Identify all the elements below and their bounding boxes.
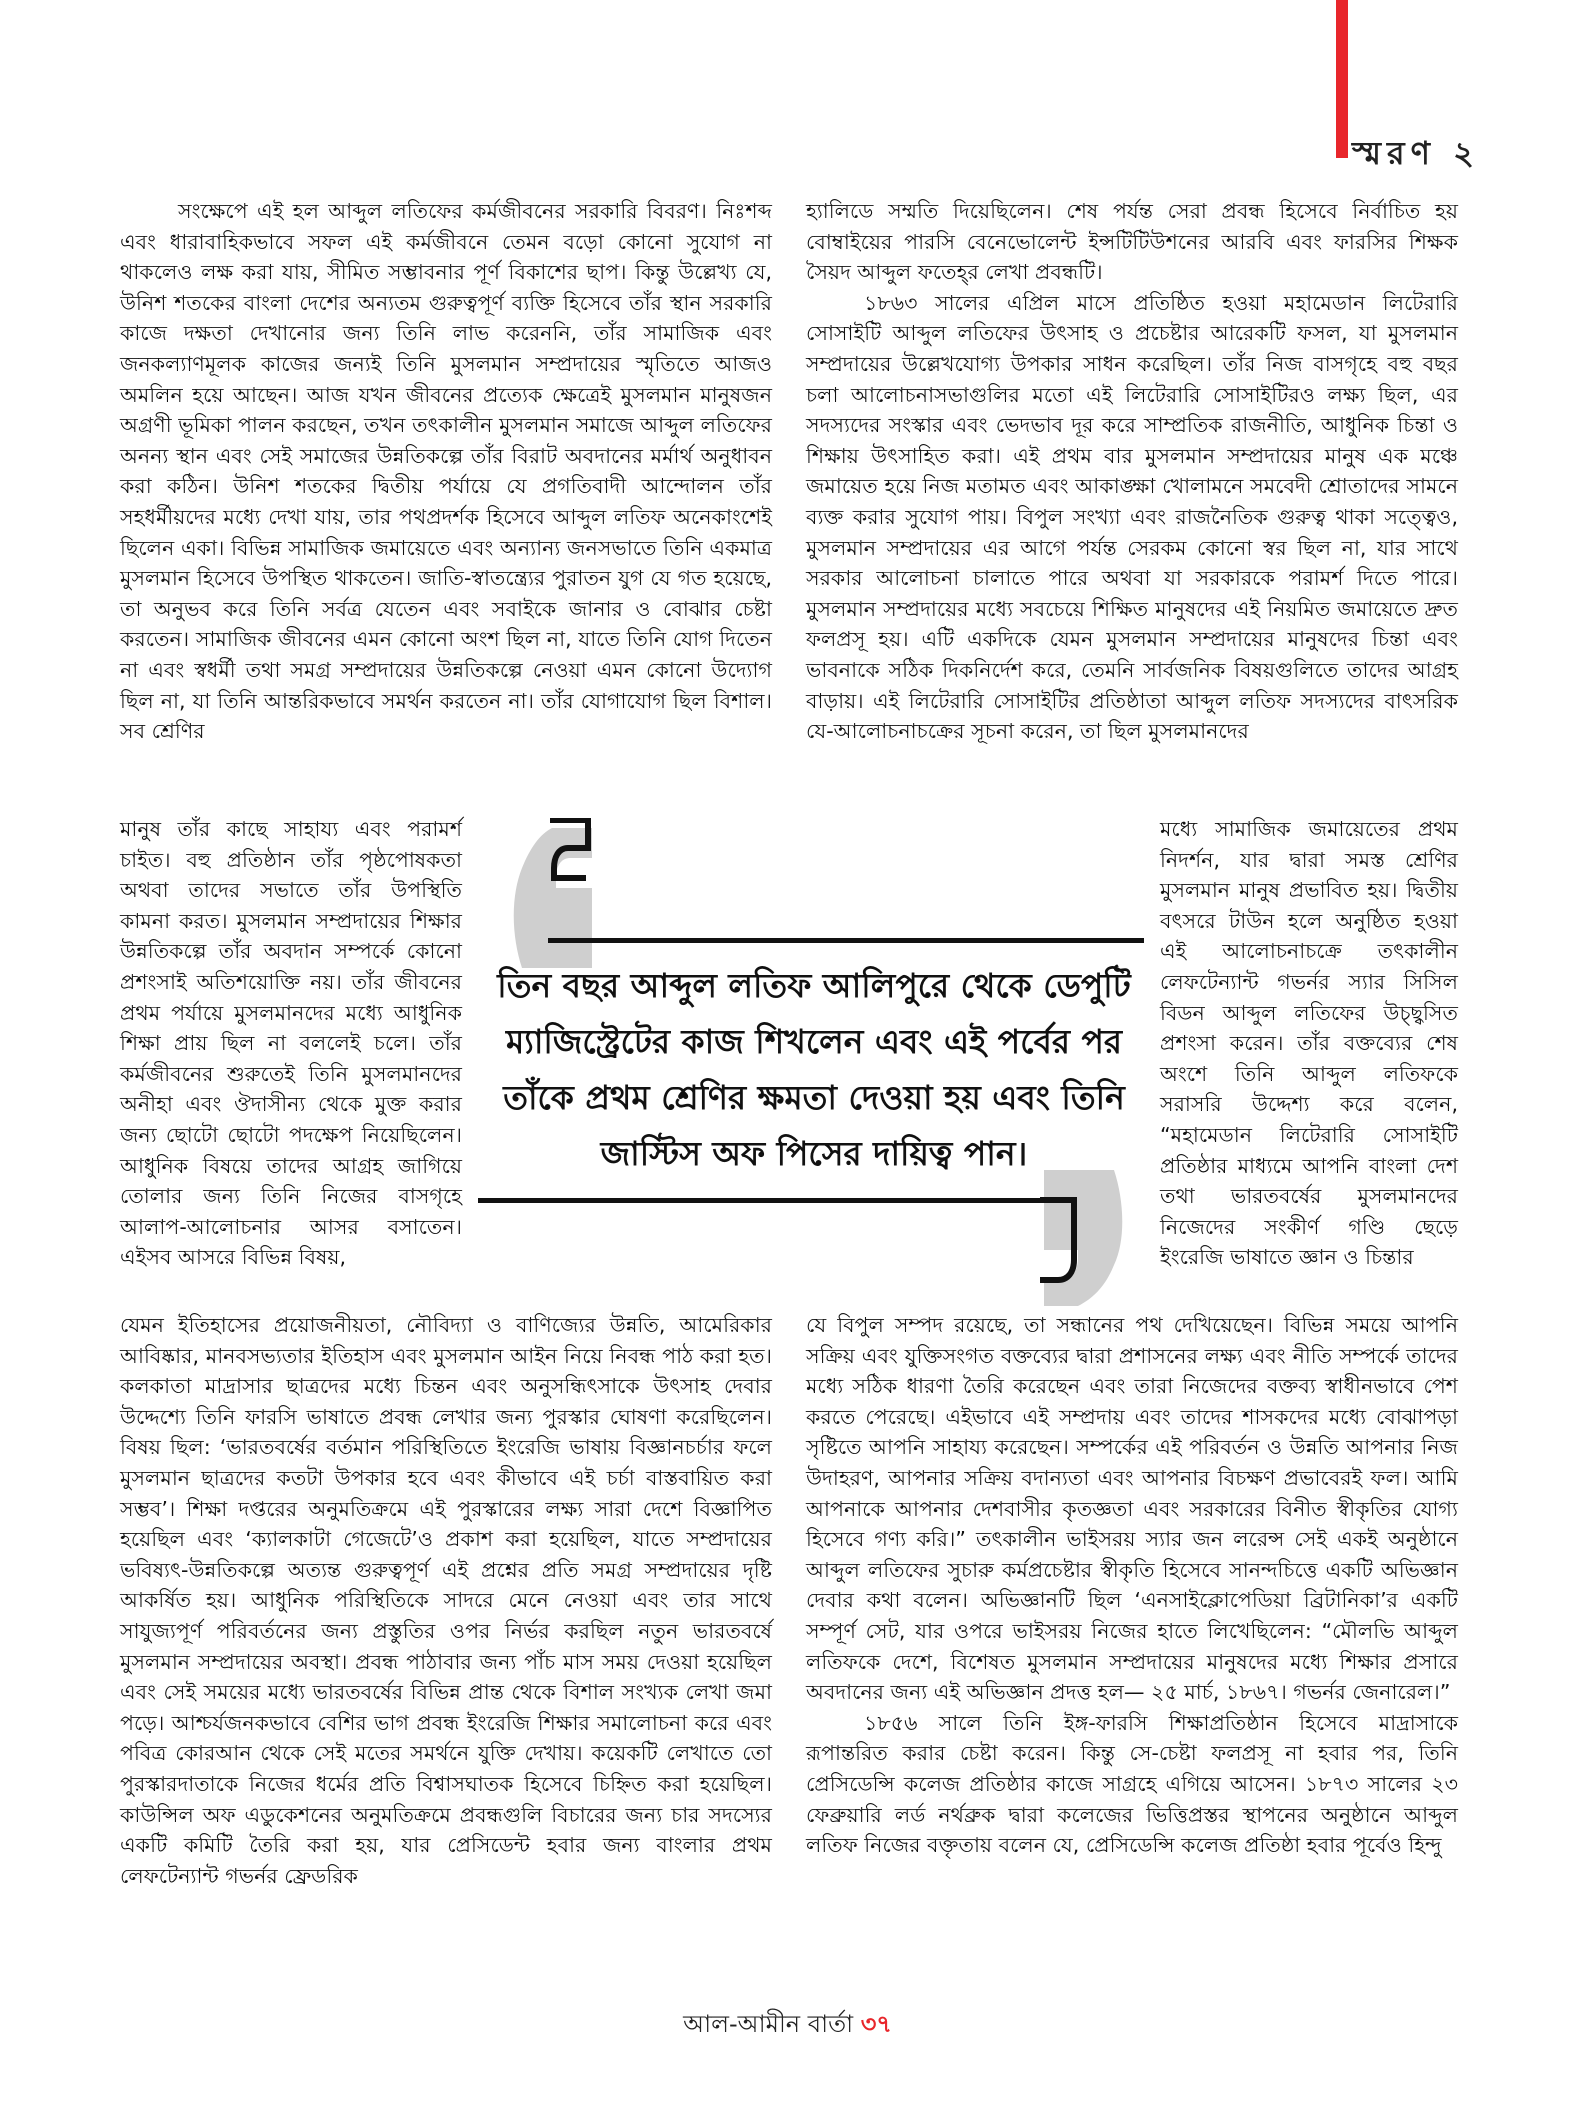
article-column-bottom-left [120,1310,772,1990]
article-column-mid-left [120,814,462,1310]
article-column-top-left [120,196,772,810]
paragraph: সংক্ষেপে এই হল আব্দুল লতিফের কর্মজীবনের সরকারি বিবরণ। নিঃশব্দ এবং ধারাবাহিকভাবে সফল এই কর্মজীবনে তেমন বড়ো কোনো সুযোগ না থাকলেও লক্ষ করা যায়, সীমিত সম্ভাবনার পূর্ণ বিকাশের ছাপ। কিন্তু উল্লেখ্য যে, উনিশ শতকের বাংলা দেশের অন্যতম গুরুত্বপূর্ণ ব্যক্তি হিসেবে তাঁর স্থান সরকারি কাজে দক্ষতা দেখানোর জন্য তিনি লাভ করেননি, তাঁর সামাজিক এবং জনকল্যাণমূলক কাজের জন্যই তিনি মুসলমান সম্প্রদায়ের স্মৃতিতে আজও অমলিন হয়ে আছেন। আজ যখন জীবনের প্রত্যেক ক্ষেত্রেই মুসলমান মানুষজন অগ্রণী ভূমিকা পালন করছেন, তখন তৎকালীন মুসলমান সমাজে আব্দুল লতিফের অনন্য স্থান এবং সেই সমাজের উন্নতিকল্পে তাঁর বিরাট অবদানের মর্মার্থ অনুধাবন করা কঠিন। উনিশ শতকের দ্বিতীয় পর্যায়ে যে প্রগতিবাদী আন্দোলন তাঁর সহধর্মীয়দের মধ্যে দেখা যায়, তার পথপ্রদর্শক হিসেবে আব্দুল লতিফ অনেকাংশেই ছিলেন একা। বিভিন্ন সামাজিক জমায়েতে এবং অন্যান্য জনসভাতে তিনি একমাত্র মুসলমান হিসেবে উপস্থিত থাকতেন। জাতি-স্বাতন্ত্র্যের পুরাতন যুগ যে গত হয়েছে, তা অনুভব করে তিনি সর্বত্র যেতেন এবং সবাইকে জানার ও বোঝার চেষ্টা করতেন। সামাজিক জীবনের এমন কোনো অংশ ছিল না, যাতে তিনি যোগ দিতেন না এবং স্বধর্মী তথা সমগ্র সম্প্রদায়ের উন্নতিকল্পে নেওয়া এমন কোনো উদ্যোগ ছিল না, যা তিনি আন্তরিকভাবে সমর্থন করতেন না। তাঁর যোগাযোগ ছিল বিশাল। সব শ্রেণির [120,199,772,744]
paragraph: হ্যালিডে সম্মতি দিয়েছিলেন। শেষ পর্যন্ত সেরা প্রবন্ধ হিসেবে নির্বাচিত হয় বোম্বাইয়ের পারসি বেনেভোলেন্ট ইন্সটিটিউশনের আরবি এবং ফারসির শিক্ষক সৈয়দ আব্দুল ফতেহ্‌র লেখা প্রবন্ধটি। [806,199,1458,285]
paragraph: মানুষ তাঁর কাছে সাহায্য এবং পরামর্শ চাইত। বহু প্রতিষ্ঠান তাঁর পৃষ্ঠপোষকতা অথবা তাদের সভাতে তাঁর উপস্থিতি কামনা করত। মুসলমান সম্প্রদায়ের শিক্ষার উন্নতিকল্পে তাঁর অবদান সম্পর্কে কোনো প্রশংসাই অতিশয়োক্তি নয়। তাঁর জীবনের প্রথম পর্যায়ে মুসলমানদের মধ্যে আধুনিক শিক্ষা প্রায় ছিল না বললেই চলে। তাঁর কর্মজীবনের শুরুতেই তিনি মুসলমানদের অনীহা এবং ঔদাসীন্য থেকে মুক্ত করার জন্য ছোটো ছোটো পদক্ষেপ নিয়েছিলেন। আধুনিক বিষয়ে তাদের আগ্রহ জাগিয়ে তোলার জন্য তিনি নিজের বাসগৃহে আলাপ-আলোচনার আসর বসাতেন। এইসব আসরে বিভিন্ন বিষয়, [120,817,462,1270]
pull-quote-bottom-rule [478,1198,1078,1203]
page-number: ৩৭ [860,2010,892,2038]
open-quote-icon [482,818,592,978]
paragraph: ১৮৫৬ সালে তিনি ইঙ্গ-ফারসি শিক্ষাপ্রতিষ্ঠান হিসেবে মাদ্রাসাকে রূপান্তরিত করার চেষ্টা করেন। কিন্তু সে-চেষ্টা ফলপ্রসূ না হবার পর, তিনি প্রেসিডেন্সি কলেজ প্রতিষ্ঠার কাজে সাগ্রহে এগিয়ে আসেন। ১৮৭৩ সালের ২৩ ফেব্রুয়ারি লর্ড নর্থব্রুক দ্বারা কলেজের ভিত্তিপ্রস্তর স্থাপনের অনুষ্ঠানে আব্দুল লতিফ নিজের বক্তৃতায় বলেন যে, প্রেসিডেন্সি কলেজ প্রতিষ্ঠা হবার পূর্বেও হিন্দু [806,1710,1458,1858]
section-label: স্মরণ ২ [1352,134,1480,172]
page-footer [0,2006,1575,2046]
article-column-bottom-right [806,1310,1458,1990]
paragraph: মধ্যে সামাজিক জমায়েতের প্রথম নিদর্শন, যার দ্বারা সমস্ত শ্রেণির মুসলমান মানুষ প্রভাবিত হয়। দ্বিতীয় বৎসরে টাউন হলে অনুষ্ঠিত হওয়া এই আলোচনাচক্রে তৎকালীন লেফটেন্যান্ট গভর্নর স্যার সিসিল বিডন আব্দুল লতিফের উচ্ছ্বসিত প্রশংসা করেন। তাঁর বক্তব্যের শেষ অংশে তিনি আব্দুল লতিফকে সরাসরি উদ্দেশ্য করে বলেন, “মহামেডান লিটেরারি সোসাইটি প্রতিষ্ঠার মাধ্যমে আপনি বাংলা দেশ তথা ভারতবর্ষের মুসলমানদের নিজেদের সংকীর্ণ গণ্ডি ছেড়ে ইংরেজি ভাষাতে জ্ঞান ও চিন্তার [1160,817,1458,1270]
article-column-top-right [806,196,1458,810]
close-quote-icon [1034,1160,1144,1310]
pull-quote-top-rule [548,938,1144,943]
paragraph: যে বিপুল সম্পদ রয়েছে, তা সন্ধানের পথ দেখিয়েছেন। বিভিন্ন সময়ে আপনি সক্রিয় এবং যুক্তিসংগত বক্তব্যের দ্বারা প্রশাসনের লক্ষ্য এবং নীতি সম্পর্কে তাদের মধ্যে সঠিক ধারণা তৈরি করেছেন এবং তারা নিজেদের বক্তব্য স্বাধীনভাবে পেশ করতে পেরেছে। এইভাবে এই সম্প্রদায় এবং তাদের শাসকদের মধ্যে বোঝাপড়া সৃষ্টিতে আপনি সাহায্য করেছেন। সম্পর্কের এই পরিবর্তন ও উন্নতি আপনার নিজ উদাহরণ, আপনার সক্রিয় বদান্যতা এবং আপনার বিচক্ষণ প্রভাবেরই ফল। আমি আপনাকে আপনার দেশবাসীর কৃতজ্ঞতা এবং সরকারের বিনীত স্বীকৃতির যোগ্য হিসেবে গণ্য করি।” তৎকালীন ভাইসরয় স্যার জন লরেন্স সেই একই অনুষ্ঠানে আব্দুল লতিফের সুচারু কর্মপ্রচেষ্টার স্বীকৃতি হিসেবে সানন্দচিত্তে একটি অভিজ্ঞান দেবার কথা বলেন। অভিজ্ঞানটি ছিল ‘এনসাইক্লোপেডিয়া ব্রিটানিকা’র একটি সম্পূর্ণ সেট, যার ওপরে ভাইসরয় নিজের হাতে লিখেছিলেন: “মৌলভি আব্দুল লতিফকে দেশে, বিশেষত মুসলমান সম্প্রদায়ের মানুষদের মধ্যে শিক্ষার প্রসারে অবদানের জন্য এই অভিজ্ঞান প্রদত্ত হল— ২৫ মার্চ, ১৮৬৭। গভর্নর জেনারেল।” [806,1313,1458,1705]
article-column-mid-right [1160,814,1458,1310]
section-accent-bar [1336,0,1348,158]
magazine-name: আল-আমীন বার্তা [683,2010,854,2038]
pull-quote-text: তিন বছর আব্দুল লতিফ আলিপুরে থেকে ডেপুটি ম্যাজিস্ট্রেটের কাজ শিখলেন এবং এই পর্বের পর তাঁকে প্রথম শ্রেণির ক্ষমতা দেওয়া হয় এবং তিনি জাস্টিস অফ পিসের দায়িত্ব পান। [497,966,1131,1173]
paragraph: ১৮৬৩ সালের এপ্রিল মাসে প্রতিষ্ঠিত হওয়া মহামেডান লিটেরারি সোসাইটি আব্দুল লতিফের উৎসাহ ও প্রচেষ্টার আরেকটি ফসল, যা মুসলমান সম্প্রদায়ের উল্লেখযোগ্য উপকার সাধন করেছিল। তাঁর নিজ বাসগৃহে বহু বছর চলা আলোচনাসভাগুলির মতো এই লিটেরারি সোসাইটিরও লক্ষ্য ছিল, এর সদস্যদের সংস্কার এবং ভেদভাব দূর করে সাম্প্রতিক রাজনীতি, আধুনিক চিন্তা ও শিক্ষায় উৎসাহিত করা। এই প্রথম বার মুসলমান সম্প্রদায়ের মানুষ এক মঞ্চে জমায়েত হয়ে নিজ মতামত এবং আকাঙ্ক্ষা খোলামনে সমবেদী শ্রোতাদের সামনে ব্যক্ত করার সুযোগ পায়। বিপুল সংখ্যা এবং রাজনৈতিক গুরুত্ব থাকা সত্ত্বেও, মুসলমান সম্প্রদায়ের এর আগে পর্যন্ত সেরকম কোনো স্বর ছিল না, যার সাথে সরকার আলোচনা চালাতে পারে অথবা যা সরকারকে পরামর্শ দিতে পারে। মুসলমান সম্প্রদায়ের মধ্যে সবচেয়ে শিক্ষিত মানুষদের এই নিয়মিত জমায়েতে দ্রুত ফলপ্রসূ হয়। এটি একদিকে যেমন মুসলমান সম্প্রদায়ের মানুষদের চিন্তা এবং ভাবনাকে সঠিক দিকনির্দেশ করে, তেমনি সার্বজনিক বিষয়গুলিতে তাদের আগ্রহ বাড়ায়। এই লিটেরারি সোসাইটির প্রতিষ্ঠাতা আব্দুল লতিফ সদস্যদের বাৎসরিক যে-আলোচনাচক্রের সূচনা করেন, তা ছিল মুসলমানদের [806,290,1458,744]
paragraph: যেমন ইতিহাসের প্রয়োজনীয়তা, নৌবিদ্যা ও বাণিজ্যের উন্নতি, আমেরিকার আবিষ্কার, মানবসভ্যতার ইতিহাস এবং মুসলমান আইন নিয়ে নিবন্ধ পাঠ করা হত। কলকাতা মাদ্রাসার ছাত্রদের মধ্যে চিন্তন এবং অনুসন্ধিৎসাকে উৎসাহ দেবার উদ্দেশ্যে তিনি ফারসি ভাষাতে প্রবন্ধ লেখার জন্য পুরস্কার ঘোষণা করেছিলেন। বিষয় ছিল: ‘ভারতবর্ষের বর্তমান পরিস্থিতিতে ইংরেজি ভাষায় বিজ্ঞানচর্চার ফলে মুসলমান ছাত্রদের কতটা উপকার হবে এবং কীভাবে এই চর্চা বাস্তবায়িত করা সম্ভব’। শিক্ষা দপ্তরের অনুমতিক্রমে এই পুরস্কারের লক্ষ্য সারা দেশে বিজ্ঞাপিত হয়েছিল এবং ‘ক্যালকাটা গেজেটে’ও প্রকাশ করা হয়েছিল, যাতে সম্প্রদায়ের ভবিষ্যৎ-উন্নতিকল্পে অত্যন্ত গুরুত্বপূর্ণ এই প্রশ্নের প্রতি সমগ্র সম্প্রদায়ের দৃষ্টি আকর্ষিত হয়। আধুনিক পরিস্থিতিকে সাদরে মেনে নেওয়া এবং তার সাথে সাযুজ্যপূর্ণ পরিবর্তনের জন্য প্রস্তুতির ওপর নির্ভর করছিল নতুন ভারতবর্ষে মুসলমান সম্প্রদায়ের অবস্থা। প্রবন্ধ পাঠাবার জন্য পাঁচ মাস সময় দেওয়া হয়েছিল এবং সেই সময়ের মধ্যে ভারতবর্ষের বিভিন্ন প্রান্ত থেকে বিশাল সংখ্যক লেখা জমা পড়ে। আশ্চর্যজনকভাবে বেশির ভাগ প্রবন্ধ ইংরেজি শিক্ষার সমালোচনা করে এবং পবিত্র কোরআন থেকে সেই মতের সমর্থনে যুক্তি দেখায়। কয়েকটি লেখাতে তো পুরস্কারদাতাকে নিজের ধর্মের প্রতি বিশ্বাসঘাতক হিসেবে চিহ্নিত করা হয়েছিল। কাউন্সিল অফ এডুকেশনের অনুমতিক্রমে প্রবন্ধগুলি বিচারের জন্য চার সদস্যের একটি কমিটি তৈরি করা হয়, যার প্রেসিডেন্ট হবার জন্য বাংলার প্রথম লেফটেন্যান্ট গভর্নর ফ্রেডরিক [120,1313,772,1888]
